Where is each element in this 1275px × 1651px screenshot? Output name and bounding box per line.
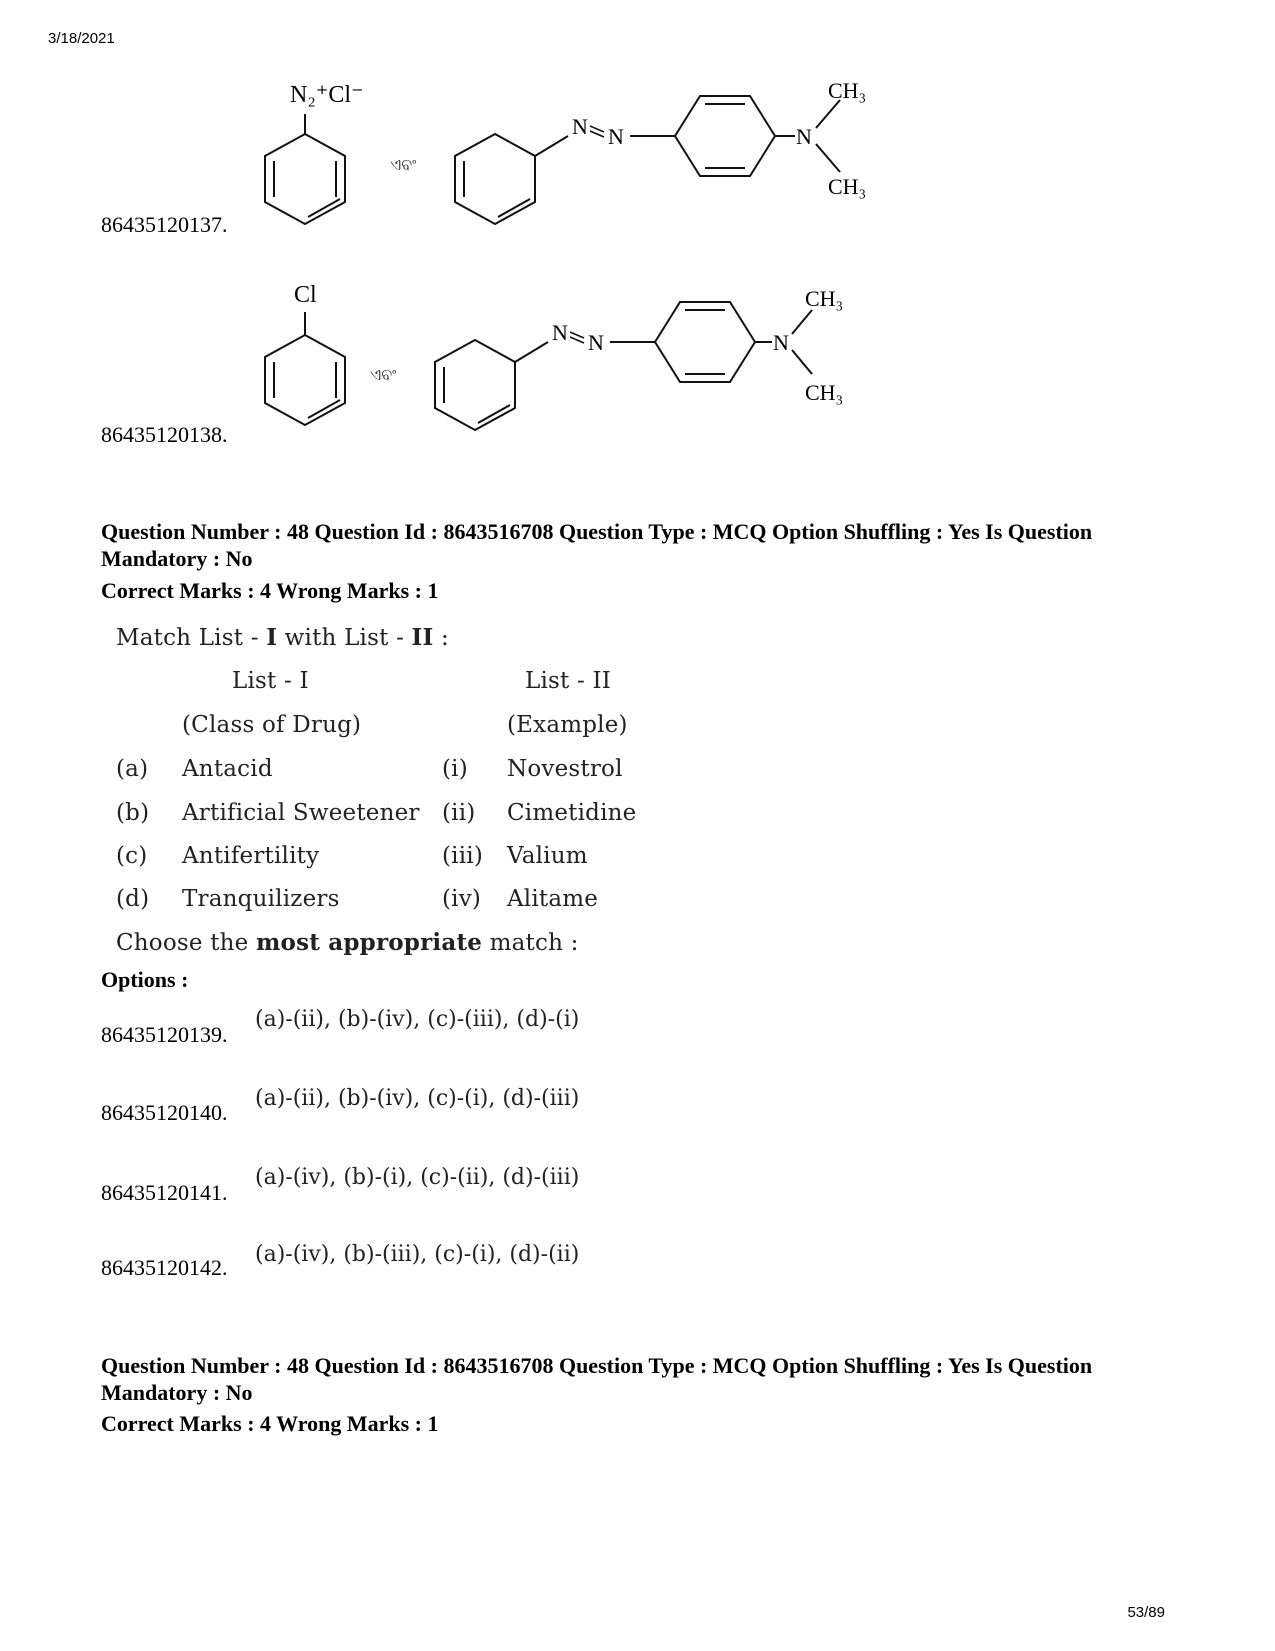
row-roman: (i) [442, 756, 468, 782]
row-example: Novestrol [507, 756, 623, 782]
option-text[interactable]: (a)-(ii), (b)-(iv), (c)-(i), (d)-(iii) [255, 1086, 580, 1111]
structure-chlorobenzene-and-azo-dye [250, 280, 870, 435]
row-label: (a) [116, 756, 149, 782]
row-roman: (ii) [442, 800, 476, 826]
row-example: Valium [507, 843, 588, 869]
question-marks: Correct Marks : 4 Wrong Marks : 1 [101, 578, 439, 603]
azo-n2: N [588, 330, 604, 355]
row-label: (c) [116, 843, 148, 869]
row-item: Artificial Sweetener [182, 800, 420, 826]
amine-n: N [796, 124, 812, 149]
amine-n: N [773, 330, 789, 355]
methyl-bottom: CH₃ [805, 380, 844, 405]
chloro-label: Cl [294, 282, 317, 308]
question-header: Question Number : 48 Question Id : 8643516708 Question Type : MCQ Option Shuffling : Yes Is Question Mandatory : No [101, 519, 1093, 571]
list1-title: List - I [232, 668, 309, 694]
list2-subtitle: (Example) [507, 712, 628, 738]
list1-subtitle: (Class of Drug) [182, 712, 362, 738]
methyl-bottom: CH₃ [828, 174, 867, 199]
conjunction-and: ଏବଂ [370, 367, 397, 384]
row-label: (b) [116, 800, 150, 826]
structure-diazonium-and-azo-dye [250, 72, 910, 232]
option-id[interactable]: 86435120141. [101, 1180, 228, 1205]
print-date: 3/18/2021 [48, 30, 115, 47]
question-header: Question Number : 48 Question Id : 8643516708 Question Type : MCQ Option Shuffling : Yes Is Question Mandatory : No [101, 1353, 1093, 1405]
row-example: Cimetidine [507, 800, 637, 826]
diazonium-label: N₂⁺Cl⁻ [290, 82, 364, 108]
match-instruction: Match List - I with List - II : [116, 624, 449, 651]
option-id[interactable]: 86435120140. [101, 1100, 228, 1125]
option-id[interactable]: 86435120142. [101, 1255, 228, 1280]
page-number: 53/89 [1127, 1604, 1165, 1621]
row-roman: (iv) [442, 886, 482, 912]
row-roman: (iii) [442, 843, 484, 869]
option-id[interactable]: 86435120137. [101, 212, 228, 237]
option-id[interactable]: 86435120139. [101, 1022, 228, 1047]
question-marks: Correct Marks : 4 Wrong Marks : 1 [101, 1411, 439, 1436]
list2-title: List - II [525, 668, 612, 694]
option-text[interactable]: (a)-(iv), (b)-(i), (c)-(ii), (d)-(iii) [255, 1165, 580, 1190]
methyl-top: CH₃ [828, 78, 867, 103]
methyl-top: CH₃ [805, 286, 844, 311]
conjunction-and: ଏବଂ [390, 157, 417, 174]
row-label: (d) [116, 886, 150, 912]
azo-n1: N [552, 320, 568, 345]
azo-n1: N [572, 114, 588, 139]
choose-instruction: Choose the most appropriate match : [116, 929, 579, 956]
option-text[interactable]: (a)-(ii), (b)-(iv), (c)-(iii), (d)-(i) [255, 1007, 580, 1032]
row-item: Antacid [182, 756, 273, 782]
row-item: Antifertility [182, 843, 320, 869]
option-id[interactable]: 86435120138. [101, 422, 228, 447]
azo-n2: N [608, 124, 624, 149]
row-example: Alitame [507, 886, 599, 912]
options-label: Options : [101, 967, 189, 992]
row-item: Tranquilizers [182, 886, 340, 912]
option-text[interactable]: (a)-(iv), (b)-(iii), (c)-(i), (d)-(ii) [255, 1242, 580, 1267]
